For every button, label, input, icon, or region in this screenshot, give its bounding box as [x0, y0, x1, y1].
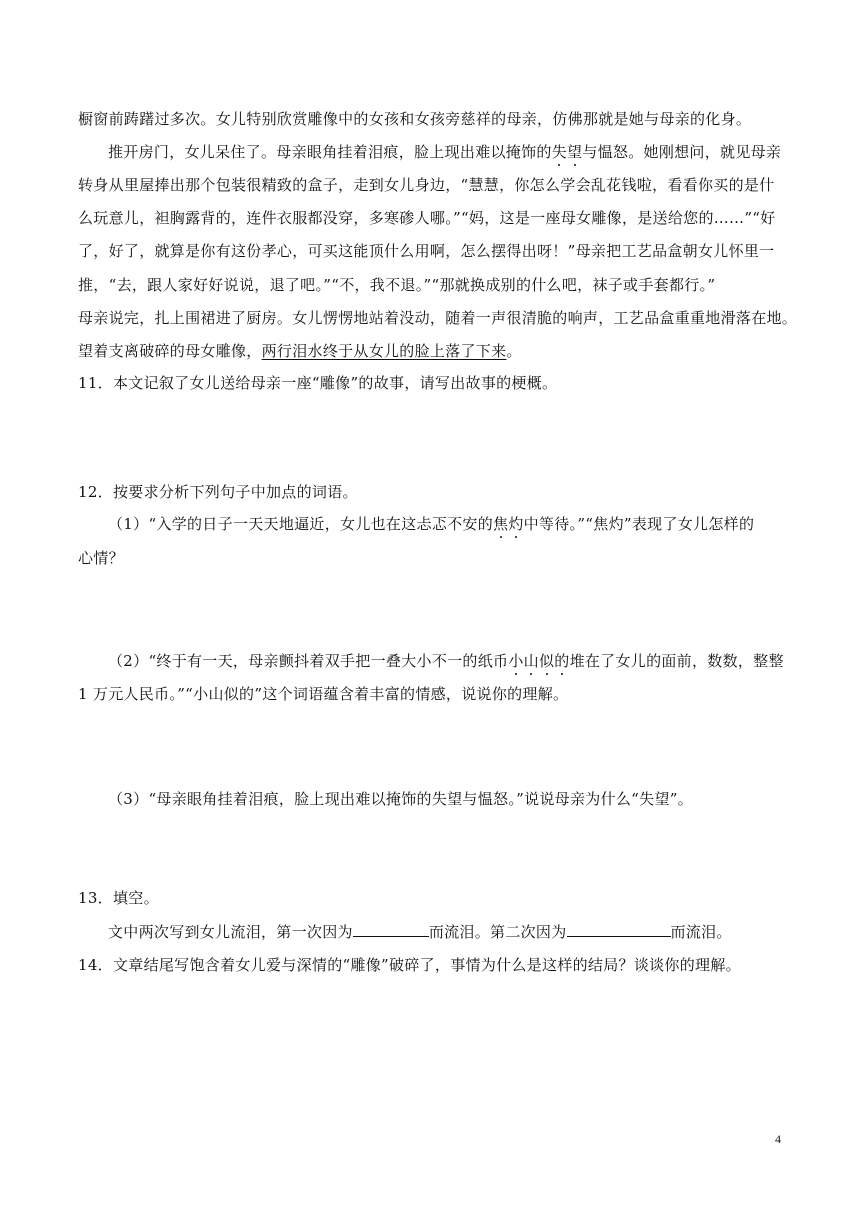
- question-text: 中等待。”“焦灼”表现了女儿怎样的: [523, 515, 755, 533]
- passage-text: 望着支离破碎的母女雕像，: [78, 342, 262, 360]
- question-13-fill: [108, 921, 732, 942]
- dotted-char: 焦: [493, 515, 509, 533]
- passage-line-1: 橱窗前踌躇过多次。女儿特别欣赏雕像中的女孩和女孩旁慈祥的母亲，仿佛那就是她与母亲的化身。: [78, 110, 752, 128]
- question-text: （1）“入学的日子一天天地逼近，女儿也在这忐忑不安的: [108, 515, 494, 533]
- passage-line-8: [78, 341, 522, 361]
- dotted-char: 的: [554, 652, 570, 670]
- underlined-sentence: 两行泪水终于从女儿的脸上落了下来: [261, 342, 507, 360]
- dotted-char: 灼: [508, 515, 524, 533]
- question-text: 文中两次写到女儿流泪，第一次因为: [108, 923, 353, 941]
- question-13: 13．填空。: [78, 889, 159, 907]
- dotted-char: 失: [551, 143, 568, 161]
- passage-line-3: 转身从里屋捧出那个包装很精致的盒子，走到女儿身边，“慧慧，你怎么学会乱花钱啦，看看你买的是什: [78, 176, 775, 194]
- dotted-char: 山: [523, 652, 539, 670]
- passage-line-2: [108, 142, 781, 162]
- answer-blank-1[interactable]: [353, 921, 429, 937]
- passage-line-4: 么玩意儿，袒胸露背的，连件衣服都没穿，多寒碜人哪。”“妈，这是一座母女雕像，是送给您的……”“好: [78, 209, 776, 227]
- passage-text: 。: [506, 342, 522, 360]
- question-12: 12．按要求分析下列句子中加点的词语。: [78, 483, 358, 501]
- dotted-char: 小: [508, 652, 524, 670]
- answer-blank-2[interactable]: [567, 921, 671, 937]
- passage-text: 与愠怒。她刚想问，就见母亲: [582, 143, 782, 161]
- question-12-2-cont: 1 万元人民币。”“小山似的”这个词语蕴含着丰富的情感，说说你的理解。: [78, 685, 569, 703]
- question-12-2: [108, 651, 784, 671]
- question-text: 而流泪。第二次因为: [428, 923, 567, 941]
- page-number: 4: [775, 1132, 781, 1146]
- question-11: 11．本文记叙了女儿送给母亲一座“雕像”的故事，请写出故事的梗概。: [78, 374, 558, 392]
- question-12-1-cont: 心情？: [78, 549, 124, 567]
- passage-text: 推开房门，女儿呆住了。母亲眼角挂着泪痕，脸上现出难以掩饰的: [108, 143, 552, 161]
- passage-line-5: 了，好了，就算是你有这份孝心，可买这能顶什么用啊，怎么摆得出呀！”母亲把工艺品盒朝女儿怀里一: [78, 242, 775, 260]
- question-text: （2）“终于有一天，母亲颤抖着双手把一叠大小不一的纸币: [108, 652, 509, 670]
- dotted-char: 似: [538, 652, 555, 670]
- passage-line-7: 母亲说完，扎上围裙进了厨房。女儿愣愣地站着没动，随着一声很清脆的响声，工艺品盒重重地滑落在地。: [78, 309, 798, 327]
- passage-line-6: 推，“去，跟人家好好说说，退了吧。”“不，我不退。”“那就换成别的什么吧，袜子或手套都行。”: [78, 276, 716, 294]
- question-14: 14．文章结尾写饱含着女儿爱与深情的“雕像”破碎了，事情为什么是这样的结局？谈谈你的理解。: [78, 956, 741, 974]
- question-12-1: [108, 514, 754, 534]
- dotted-char: 望: [567, 143, 583, 161]
- question-text: 堆在了女儿的面前，数数，整整: [569, 652, 784, 670]
- question-12-3: （3）“母亲眼角挂着泪痕，脸上现出难以掩饰的失望与愠怒。”说说母亲为什么“失望”。: [108, 790, 694, 808]
- question-text: 而流泪。: [670, 923, 732, 941]
